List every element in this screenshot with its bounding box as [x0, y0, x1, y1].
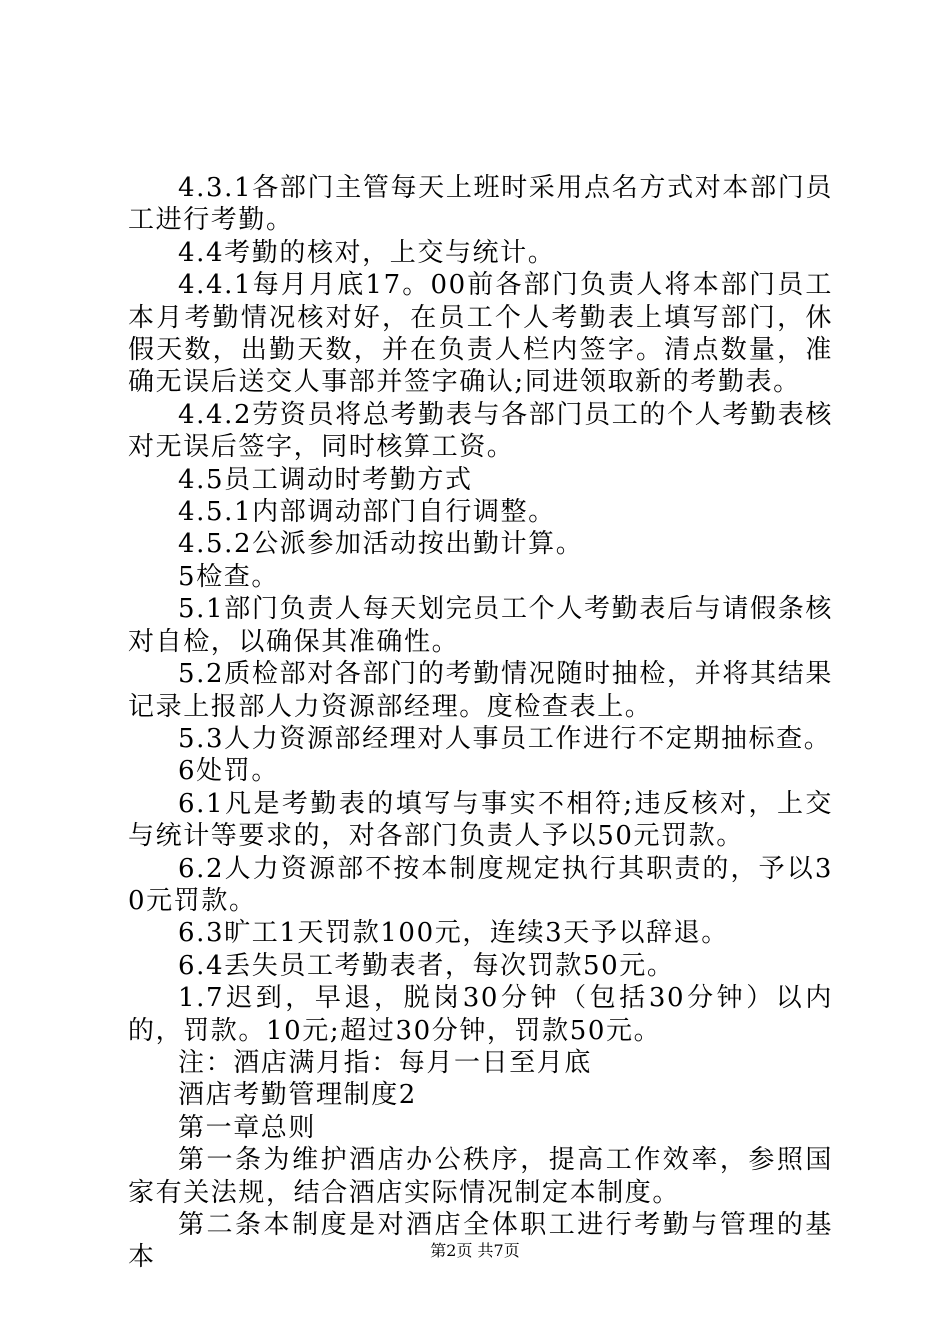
paragraph: 4.4考勤的核对，上交与统计。 — [178, 237, 556, 268]
paragraph: 5.3人力资源部经理对人事员工作进行不定期抽标查。 — [178, 723, 832, 754]
chapter-heading: 第一章总则 — [178, 1112, 317, 1143]
paragraph: 4.4.2劳资员将总考勤表与各部门员工的个人考勤表核对无误后签字，同时核算工资。 — [128, 399, 833, 463]
note: 注：酒店满月指：每月一日至月底 — [178, 1047, 593, 1078]
paragraph: 4.4.1每月月底17。00前各部门负责人将本部门员工本月考勤情况核对好，在员工个人考勤表上填写部门，休假天数，出勤天数，并在负责人栏内签字。清点数量，准确无误后送交人事部并签字确认;同进领取新的考勤表。 — [128, 270, 833, 398]
document-title: 酒店考勤管理制度2 — [178, 1080, 417, 1111]
paragraph: 5.1部门负责人每天划完员工个人考勤表后与请假条核对自检，以确保其准确性。 — [128, 594, 833, 657]
paragraph: 1.7迟到，早退，脱岗30分钟（包括30分钟）以内的，罚款。10元;超过30分钟，罚款50元。 — [128, 983, 833, 1046]
document-body — [128, 172, 833, 1274]
paragraph: 4.3.1各部门主管每天上班时采用点名方式对本部门员工进行考勤。 — [128, 173, 833, 236]
paragraph: 第一条为维护酒店办公秩序，提高工作效率，参照国家有关法规，结合酒店实际情况制定本制度。 — [128, 1145, 833, 1208]
page-number: 第2页 共7页 — [430, 1241, 520, 1260]
paragraph: 6.3旷工1天罚款100元，连续3天予以辞退。 — [178, 918, 729, 949]
paragraph: 第二条本制度是对酒店全体职工进行考勤与管理的基本 — [128, 1210, 833, 1273]
paragraph: 6.2人力资源部不按本制度规定执行其职责的，予以30元罚款。 — [128, 853, 833, 916]
paragraph: 5.2质检部对各部门的考勤情况随时抽检，并将其结果记录上报部人力资源部经理。度检查表上。 — [128, 659, 833, 722]
section-heading: 6处罚。 — [178, 756, 279, 787]
paragraph: 4.5.2公派参加活动按出勤计算。 — [178, 529, 584, 560]
paragraph: 4.5员工调动时考勤方式 — [178, 464, 473, 495]
paragraph: 6.4丢失员工考勤表者，每次罚款50元。 — [178, 950, 675, 981]
section-heading: 5检查。 — [178, 561, 279, 592]
paragraph: 4.5.1内部调动部门自行调整。 — [178, 497, 556, 528]
paragraph: 6.1凡是考勤表的填写与事实不相符;违反核对，上交与统计等要求的，对各部门负责人予以50元罚款。 — [128, 788, 833, 852]
